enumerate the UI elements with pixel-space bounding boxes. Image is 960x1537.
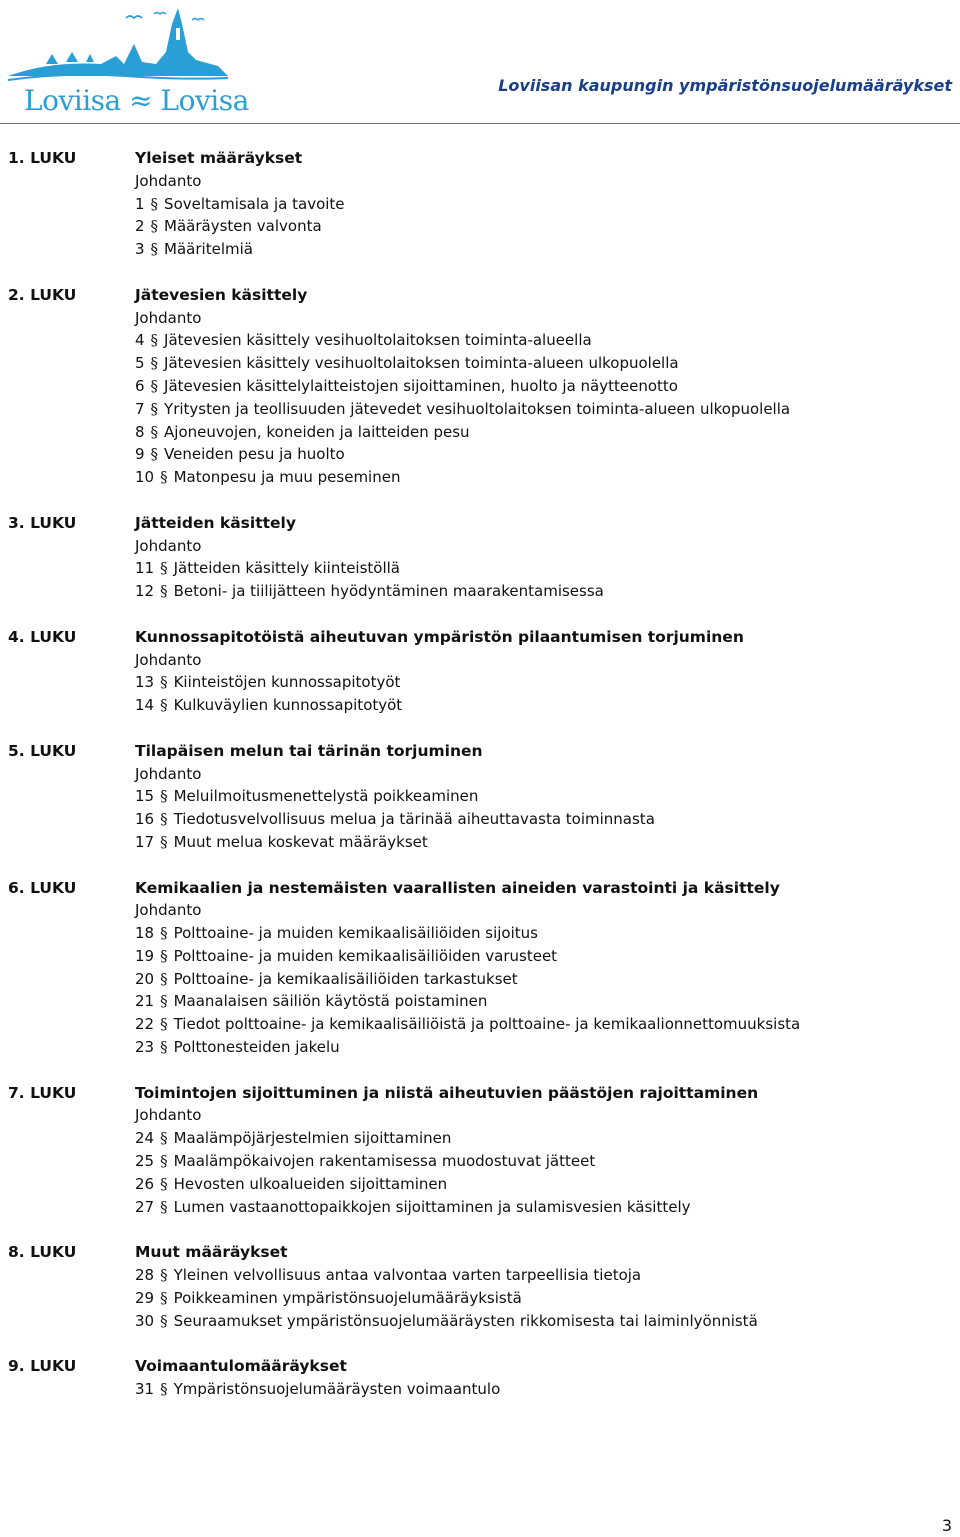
town-skyline-icon: [6, 4, 230, 84]
section-number: 10: [135, 468, 155, 487]
chapter-intro: Johdanto: [135, 1106, 202, 1125]
section-title: Määräysten valvonta: [164, 217, 322, 236]
section-title: Polttoaine- ja kemikaalisäiliöiden tarkastukset: [173, 969, 518, 988]
chapter-intro: Johdanto: [135, 308, 202, 327]
chapter-heading: [0, 147, 960, 170]
section-title: Jätevesien käsittelylaitteistojen sijoittaminen, huolto ja näytteenotto: [164, 376, 678, 395]
loviisa-logo: [6, 4, 249, 117]
chapter-block: [0, 740, 960, 854]
chapter-title: Voimaantulomääräykset: [135, 1357, 347, 1376]
section-sign-icon: §: [160, 673, 168, 692]
section-title: Yritysten ja teollisuuden jätevedet vesihuoltolaitoksen toiminta-alueen ulkopuolella: [164, 399, 791, 418]
section-number: 25: [135, 1152, 155, 1171]
section-title: Kulkuväylien kunnossapitotyöt: [173, 696, 403, 715]
chapter-block: [0, 1355, 960, 1401]
section-title: Maalämpökaivojen rakentamisessa muodostuvat jätteet: [173, 1152, 596, 1171]
chapter-number: 1. LUKU: [8, 149, 77, 167]
document-header-title: Loviisan kaupungin ympäristönsuojelumääräykset: [498, 76, 952, 95]
section-entry: [0, 1036, 960, 1059]
section-number: 4: [135, 331, 145, 350]
section-title: Maanalaisen säiliön käytöstä poistaminen: [173, 992, 488, 1011]
chapter-intro: Johdanto: [135, 536, 202, 555]
section-title: Maalämpöjärjestelmien sijoittaminen: [173, 1129, 452, 1148]
section-title: Tiedot polttoaine- ja kemikaalisäiliöistä ja polttoaine- ja kemikaalionnettomuuksista: [173, 1015, 801, 1034]
section-number: 28: [135, 1266, 155, 1285]
section-number: 8: [135, 422, 145, 441]
section-entry: [0, 671, 960, 694]
section-title: Kiinteistöjen kunnossapitotyöt: [173, 673, 401, 692]
page-number: 3: [941, 1516, 952, 1535]
section-sign-icon: §: [160, 969, 168, 988]
section-entry: [0, 466, 960, 489]
section-title: Määritelmiä: [164, 240, 253, 259]
section-title: Jätevesien käsittely vesihuoltolaitoksen toiminta-alueen ulkopuolella: [164, 354, 679, 373]
section-title: Lumen vastaanottopaikkojen sijoittaminen ja sulamisvesien käsittely: [173, 1197, 691, 1216]
section-sign-icon: §: [150, 331, 159, 350]
section-sign-icon: §: [160, 696, 168, 715]
section-sign-icon: §: [160, 992, 168, 1011]
section-number: 12: [135, 582, 155, 601]
section-entry: [0, 808, 960, 831]
section-number: 11: [135, 559, 155, 578]
chapter-title: Jätteiden käsittely: [135, 513, 296, 532]
chapter-intro: Johdanto: [135, 901, 202, 920]
section-sign-icon: §: [160, 924, 168, 943]
section-entry: [0, 694, 960, 717]
section-entry: [0, 580, 960, 603]
chapter-number: 5. LUKU: [8, 741, 77, 760]
section-title: Polttoaine- ja muiden kemikaalisäiliöiden varusteet: [173, 946, 558, 965]
section-number: 15: [135, 787, 155, 806]
chapter-intro: Johdanto: [135, 764, 202, 783]
section-entry: [0, 1127, 960, 1150]
section-number: 17: [135, 832, 155, 851]
section-number: 9: [135, 445, 145, 464]
chapter-block: [0, 512, 960, 603]
chapter-heading: [0, 512, 960, 535]
section-entry: [0, 193, 960, 216]
section-title: Ajoneuvojen, koneiden ja laitteiden pesu: [164, 422, 470, 441]
section-sign-icon: §: [160, 1174, 168, 1193]
section-number: 29: [135, 1288, 155, 1307]
section-title: Yleinen velvollisuus antaa valvontaa varten tarpeellisia tietoja: [173, 1266, 642, 1285]
section-title: Tiedotusvelvollisuus melua ja tärinää aiheuttavasta toiminnasta: [173, 810, 655, 829]
section-title: Hevosten ulkoalueiden sijoittaminen: [173, 1174, 448, 1193]
section-title: Jätteiden käsittely kiinteistöllä: [173, 559, 400, 578]
section-entry: [0, 1150, 960, 1173]
section-entry: [0, 329, 960, 352]
section-entry: [0, 352, 960, 375]
chapter-block: [0, 1082, 960, 1219]
chapter-number: 9. LUKU: [8, 1357, 77, 1376]
chapter-number: 4. LUKU: [8, 627, 77, 646]
section-entry: [0, 1013, 960, 1036]
section-sign-icon: §: [150, 399, 159, 418]
section-number: 14: [135, 696, 155, 715]
section-sign-icon: §: [160, 787, 168, 806]
section-sign-icon: §: [160, 946, 168, 965]
section-entry: [0, 1287, 960, 1310]
section-number: 5: [135, 354, 145, 373]
chapter-number: 8. LUKU: [8, 1243, 77, 1262]
section-sign-icon: §: [160, 832, 168, 851]
chapter-block: [0, 1241, 960, 1332]
section-entry: [0, 398, 960, 421]
chapter-title: Yleiset määräykset: [135, 149, 303, 167]
chapter-number: 2. LUKU: [8, 285, 77, 304]
section-number: 2: [135, 217, 145, 236]
section-title: Seuraamukset ympäristönsuojelumääräysten rikkomisesta tai laiminlyönnistä: [173, 1311, 758, 1330]
chapter-title: Tilapäisen melun tai tärinän torjuminen: [135, 741, 483, 760]
section-title: Meluilmoitusmenettelystä poikkeaminen: [173, 787, 479, 806]
chapter-heading: [0, 284, 960, 307]
section-sign-icon: §: [150, 240, 159, 259]
chapter-block: [0, 877, 960, 1059]
chapter-heading: [0, 877, 960, 900]
section-number: 20: [135, 969, 155, 988]
section-title: Ympäristönsuojelumääräysten voimaantulo: [173, 1380, 501, 1399]
section-entry: [0, 238, 960, 261]
chapter-block: [0, 284, 960, 489]
chapter-title: Muut määräykset: [135, 1243, 288, 1262]
section-sign-icon: §: [150, 376, 159, 395]
table-of-contents: [0, 147, 960, 1401]
section-entry: [0, 990, 960, 1013]
section-sign-icon: §: [160, 559, 168, 578]
chapter-heading: [0, 626, 960, 649]
section-sign-icon: §: [160, 1311, 168, 1330]
section-sign-icon: §: [160, 1288, 168, 1307]
section-number: 3: [135, 240, 145, 259]
section-number: 16: [135, 810, 155, 829]
section-sign-icon: §: [150, 354, 159, 373]
chapter-title: Jätevesien käsittely: [135, 285, 308, 304]
section-sign-icon: §: [160, 468, 168, 487]
section-sign-icon: §: [160, 1380, 168, 1399]
section-entry: [0, 557, 960, 580]
section-number: 27: [135, 1197, 155, 1216]
section-number: 18: [135, 924, 155, 943]
section-number: 19: [135, 946, 155, 965]
chapter-number: 6. LUKU: [8, 878, 77, 897]
chapter-heading: [0, 740, 960, 763]
section-sign-icon: §: [160, 582, 168, 601]
chapter-heading: [0, 1241, 960, 1264]
section-sign-icon: §: [160, 1152, 168, 1171]
chapter-title: Toimintojen sijoittuminen ja niistä aiheutuvien päästöjen rajoittaminen: [135, 1083, 759, 1102]
section-number: 7: [135, 399, 145, 418]
section-number: 6: [135, 376, 145, 395]
section-number: 1: [135, 194, 145, 213]
section-entry: [0, 1264, 960, 1287]
section-entry: [0, 945, 960, 968]
chapter-title: Kemikaalien ja nestemäisten vaarallisten aineiden varastointi ja käsittely: [135, 878, 780, 897]
chapter-block: [0, 147, 960, 261]
section-sign-icon: §: [150, 194, 159, 213]
section-sign-icon: §: [160, 1038, 168, 1057]
section-title: Betoni- ja tiilijätteen hyödyntäminen maarakentamisessa: [173, 582, 604, 601]
section-entry: [0, 1378, 960, 1401]
section-entry: [0, 1310, 960, 1333]
section-entry: [0, 922, 960, 945]
section-number: 31: [135, 1380, 155, 1399]
chapter-block: [0, 626, 960, 717]
section-sign-icon: §: [150, 422, 159, 441]
section-sign-icon: §: [160, 1015, 168, 1034]
section-entry: [0, 443, 960, 466]
section-entry: [0, 375, 960, 398]
section-number: 23: [135, 1038, 155, 1057]
section-number: 26: [135, 1174, 155, 1193]
section-entry: [0, 785, 960, 808]
chapter-heading: [0, 1355, 960, 1378]
section-title: Soveltamisala ja tavoite: [164, 194, 345, 213]
chapter-number: 3. LUKU: [8, 513, 77, 532]
section-number: 22: [135, 1015, 155, 1034]
section-title: Muut melua koskevat määräykset: [173, 832, 428, 851]
chapter-number: 7. LUKU: [8, 1083, 77, 1102]
section-title: Polttoaine- ja muiden kemikaalisäiliöiden sijoitus: [173, 924, 538, 943]
section-entry: [0, 215, 960, 238]
section-entry: [0, 1173, 960, 1196]
section-sign-icon: §: [150, 217, 159, 236]
section-entry: [0, 1196, 960, 1219]
section-title: Polttonesteiden jakelu: [173, 1038, 340, 1057]
logo-text: Loviisa ≈ Lovisa: [24, 84, 249, 117]
section-entry: [0, 831, 960, 854]
section-number: 13: [135, 673, 155, 692]
section-sign-icon: §: [160, 1266, 168, 1285]
page-header: [0, 0, 960, 120]
section-sign-icon: §: [160, 1129, 168, 1148]
chapter-heading: [0, 1082, 960, 1105]
chapter-title: Kunnossapitotöistä aiheutuvan ympäristön pilaantumisen torjuminen: [135, 627, 744, 646]
section-sign-icon: §: [160, 810, 168, 829]
section-entry: [0, 421, 960, 444]
section-title: Matonpesu ja muu peseminen: [173, 468, 401, 487]
section-number: 24: [135, 1129, 155, 1148]
chapter-intro: Johdanto: [135, 171, 202, 190]
section-title: Jätevesien käsittely vesihuoltolaitoksen toiminta-alueella: [164, 331, 592, 350]
section-title: Veneiden pesu ja huolto: [164, 445, 345, 464]
section-entry: [0, 968, 960, 991]
section-title: Poikkeaminen ympäristönsuojelumääräyksistä: [173, 1288, 522, 1307]
section-number: 30: [135, 1311, 155, 1330]
header-divider: [0, 123, 960, 124]
section-number: 21: [135, 992, 155, 1011]
section-sign-icon: §: [150, 445, 159, 464]
chapter-intro: Johdanto: [135, 650, 202, 669]
section-sign-icon: §: [160, 1197, 168, 1216]
